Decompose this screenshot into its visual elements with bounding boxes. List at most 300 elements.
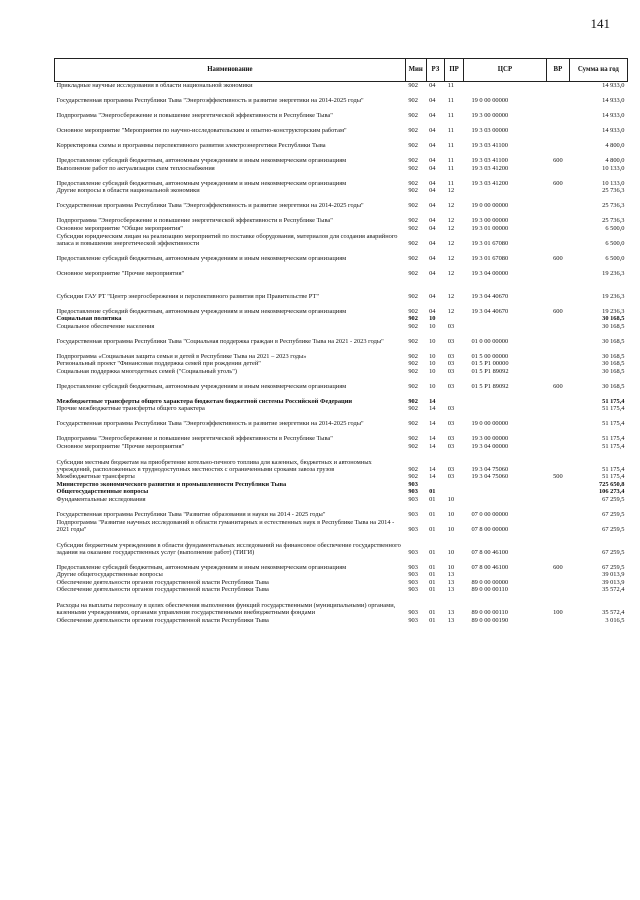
row-rz: 04 xyxy=(429,157,436,165)
row-name: Предоставление субсидий бюджетным, автономным учреждениям и иным некоммерческим организациям xyxy=(56,382,347,390)
row-vr: 100 xyxy=(553,609,563,617)
row-min: 902 xyxy=(408,367,418,375)
row-vr xyxy=(546,82,569,90)
row-min: 903 xyxy=(408,586,418,594)
row-min: 903 xyxy=(408,571,418,579)
row-pr: 03 xyxy=(447,360,455,368)
row-min: 902 xyxy=(408,164,418,172)
table-row xyxy=(55,375,628,390)
row-min: 902 xyxy=(408,337,418,345)
table-row xyxy=(55,571,628,579)
table-row xyxy=(55,473,628,481)
row-rz: 10 xyxy=(429,367,436,375)
row-rz: 04 xyxy=(429,187,436,195)
row-pr: 11 xyxy=(447,179,454,187)
row-vr xyxy=(546,428,569,443)
table-row xyxy=(55,443,628,451)
row-sum: 67 259,5 xyxy=(602,548,625,556)
row-rz: 01 xyxy=(429,586,436,594)
row-vr xyxy=(546,617,569,625)
row-csr: 89 0 00 00110 xyxy=(471,586,508,594)
row-pr: 03 xyxy=(447,382,455,390)
row-csr: 07 0 00 00000 xyxy=(471,510,509,518)
row-min: 902 xyxy=(408,224,418,232)
row-name: Предоставление субсидий бюджетным, автономным учреждениям и иным некоммерческим организациям xyxy=(56,307,347,315)
row-sum: 51 175,4 xyxy=(602,420,625,428)
row-pr: 13 xyxy=(447,578,455,586)
row-min: 903 xyxy=(408,525,418,533)
row-pr: 13 xyxy=(447,609,455,617)
row-sum: 4 800,0 xyxy=(605,142,625,150)
row-name: Подпрограмма "Энергосбережение и повышение энергетической эффективности в Республике Тыва" xyxy=(56,217,333,225)
table-row xyxy=(55,617,628,625)
row-csr xyxy=(463,315,546,323)
row-rz: 14 xyxy=(429,465,436,473)
row-pr: 10 xyxy=(447,495,455,503)
row-name: Фундаментальные исследования xyxy=(56,495,146,503)
row-name: Подпрограмма "Энергосбережение и повышение энергетической эффективности в Республике Тыва" xyxy=(56,112,333,120)
table-header-row xyxy=(55,59,628,82)
row-rz: 10 xyxy=(429,322,436,330)
row-vr xyxy=(546,165,569,173)
row-rz: 01 xyxy=(429,510,436,518)
row-name: Государственная программа Республики Тыва "Энергоэффективность и развитие энергетики на 2014-2025 годы" xyxy=(56,97,364,105)
table-row xyxy=(55,262,628,277)
row-vr xyxy=(546,225,569,233)
row-min: 903 xyxy=(408,510,418,518)
row-min: 902 xyxy=(408,473,418,481)
row-sum: 51 175,4 xyxy=(602,465,625,473)
row-name: Предоставление субсидий бюджетным, автономным учреждениям и иным некоммерческим организациям xyxy=(56,254,347,262)
row-rz: 04 xyxy=(429,292,436,300)
row-pr: 12 xyxy=(447,217,455,225)
row-vr xyxy=(546,450,569,473)
row-rz: 01 xyxy=(429,578,436,586)
row-name: Основное мероприятие "Прочие мероприятия" xyxy=(56,269,185,277)
row-min: 902 xyxy=(408,202,418,210)
row-csr: 19 3 00 00000 xyxy=(471,217,509,225)
row-name: Предоставление субсидий бюджетным, автономным учреждениям и иным некоммерческим организациям xyxy=(56,157,347,165)
table-row xyxy=(55,90,628,105)
row-sum: 19 236,3 xyxy=(602,307,625,315)
row-name: Социальное обеспечение населения xyxy=(56,322,155,330)
table-row xyxy=(55,518,628,533)
row-vr xyxy=(546,210,569,225)
row-vr xyxy=(546,496,569,504)
row-min: 903 xyxy=(408,578,418,586)
row-rz: 04 xyxy=(429,97,436,105)
row-csr: 01 5 P1 00000 xyxy=(471,360,509,368)
row-sum: 30 168,5 xyxy=(602,360,625,368)
row-csr: 19 3 04 00000 xyxy=(471,442,509,450)
row-vr xyxy=(546,443,569,451)
table-row xyxy=(55,277,628,300)
row-pr: 12 xyxy=(447,224,455,232)
row-name: Другие вопросы в области национальной экономики xyxy=(56,187,200,195)
row-rz: 04 xyxy=(429,179,436,187)
row-pr xyxy=(445,488,464,496)
row-vr xyxy=(546,586,569,594)
row-sum: 30 168,5 xyxy=(602,337,625,345)
row-pr: 11 xyxy=(447,97,454,105)
table-row xyxy=(55,172,628,187)
table-row xyxy=(55,428,628,443)
table-row xyxy=(55,594,628,617)
row-vr xyxy=(546,481,569,489)
table-row xyxy=(55,330,628,345)
row-name: Предоставление субсидий бюджетным, автономным учреждениям и иным некоммерческим организациям xyxy=(56,179,347,187)
page-number: 141 xyxy=(590,16,610,31)
row-vr xyxy=(546,345,569,360)
row-vr xyxy=(546,135,569,150)
row-csr xyxy=(463,323,546,331)
row-name: Подпрограмма «Социальная защита семьи и детей в Республике Тыва на 2021 – 2023 годы» xyxy=(56,352,307,360)
row-rz: 14 xyxy=(429,405,436,413)
row-pr: 03 xyxy=(447,473,455,481)
row-pr: 03 xyxy=(447,322,455,330)
row-sum: 30 168,5 xyxy=(602,352,625,360)
row-vr xyxy=(546,413,569,428)
row-pr: 12 xyxy=(447,307,455,315)
row-rz: 01 xyxy=(429,571,436,579)
row-rz: 14 xyxy=(429,420,436,428)
row-name: Государственная программа Республики Тыва "Энергоэффективность и развитие энергетики на 2014-2025 годы" xyxy=(56,420,364,428)
row-sum: 67 259,5 xyxy=(602,495,625,503)
row-min: 902 xyxy=(408,254,418,262)
row-pr: 11 xyxy=(447,127,454,135)
row-min: 903 xyxy=(408,495,418,503)
row-name: Основное мероприятие "Прочие мероприятия" xyxy=(56,442,185,450)
row-name: Государственная программа Республики Тыва "Развитие образования и науки на 2014 - 2025 годы" xyxy=(56,510,326,518)
row-vr xyxy=(546,368,569,376)
row-pr: 12 xyxy=(447,187,455,195)
row-csr: 01 5 P1 89092 xyxy=(471,367,509,375)
row-csr: 19 3 00 00000 xyxy=(471,435,509,443)
header-vr: ВР xyxy=(546,59,569,82)
row-csr: 19 3 03 41100 xyxy=(471,157,508,165)
row-min: 902 xyxy=(408,239,418,247)
row-min: 902 xyxy=(408,360,418,368)
row-sum: 4 800,0 xyxy=(605,157,625,165)
row-csr: 19 3 04 40670 xyxy=(471,307,509,315)
row-sum: 51 175,4 xyxy=(602,442,625,450)
row-csr: 01 0 00 00000 xyxy=(471,337,509,345)
row-rz: 10 xyxy=(429,337,436,345)
row-rz: 04 xyxy=(429,142,436,150)
row-vr xyxy=(546,390,569,405)
table-row xyxy=(55,315,628,323)
row-min: 903 xyxy=(408,616,418,624)
table-row xyxy=(55,579,628,587)
header-name: Наименование xyxy=(55,59,406,82)
row-csr: 89 0 00 00000 xyxy=(471,578,509,586)
row-rz: 10 xyxy=(429,382,436,390)
row-csr: 19 3 04 75060 xyxy=(471,465,509,473)
row-min: 902 xyxy=(408,352,418,360)
row-min: 902 xyxy=(408,397,418,405)
row-sum: 25 736,3 xyxy=(602,217,625,225)
row-csr: 19 0 00 00000 xyxy=(471,420,509,428)
row-name: Подпрограмма "Развитие научных исследований в области гуманитарных и естественных наук в Республике Тыва на 2014 - 2021 годы" xyxy=(56,518,395,533)
row-vr xyxy=(546,488,569,496)
row-name: Социальная поддержка многодетных семей ("Социальный уголь") xyxy=(56,367,237,375)
row-rz: 01 xyxy=(429,616,436,624)
row-sum: 51 175,4 xyxy=(602,435,625,443)
table-row xyxy=(55,195,628,210)
row-name: Корректировка схемы и программы перспективного развития электроэнергетики Республики Тыва xyxy=(56,142,326,150)
row-name: Основное мероприятие "Мероприятия по научно-исследовательским и опытно-конструкторским работам" xyxy=(56,127,347,135)
row-rz: 01 xyxy=(429,563,436,571)
row-min: 903 xyxy=(408,563,418,571)
row-csr xyxy=(463,187,546,195)
table-row xyxy=(55,413,628,428)
row-name: Выполнение работ по актуализации схем теплоснабжения xyxy=(56,164,215,172)
row-csr: 19 3 04 00000 xyxy=(471,269,509,277)
row-sum: 67 259,5 xyxy=(602,525,625,533)
row-sum: 6 500,0 xyxy=(605,254,625,262)
row-vr xyxy=(546,330,569,345)
table-row xyxy=(55,210,628,225)
row-sum: 10 133,0 xyxy=(602,164,625,172)
row-min: 902 xyxy=(408,217,418,225)
table-row xyxy=(55,481,628,489)
row-pr: 13 xyxy=(447,616,455,624)
row-csr: 19 3 03 41200 xyxy=(471,164,509,172)
budget-table xyxy=(54,58,628,624)
row-pr: 13 xyxy=(447,586,455,594)
row-name: Межбюджетные трансферты общего характера бюджетам бюджетной системы Российской Федерации xyxy=(56,397,353,405)
row-vr: 600 xyxy=(553,157,563,165)
row-csr: 19 3 04 75060 xyxy=(471,473,509,481)
row-sum: 3 016,5 xyxy=(605,616,625,624)
row-pr: 12 xyxy=(447,254,455,262)
row-name: Субсидии юридическим лицам на реализацию мероприятий по поставке оборудования, материалов для создания аварийного запаса и повышения энергетической эффективности xyxy=(56,232,398,247)
row-min: 902 xyxy=(408,442,418,450)
row-rz: 04 xyxy=(429,112,436,120)
row-csr xyxy=(463,390,546,405)
row-name: Социальная политика xyxy=(56,315,122,323)
row-pr: 10 xyxy=(447,525,455,533)
row-rz: 04 xyxy=(429,217,436,225)
row-rz: 14 xyxy=(429,473,436,481)
row-rz: 04 xyxy=(429,127,436,135)
row-csr: 19 0 00 00000 xyxy=(471,97,509,105)
row-vr: 600 xyxy=(553,254,563,262)
row-name: Субсидии бюджетным учреждениям в области фундаментальных исследований на финансовое обеспечение государственного задания на оказание государственных услуг (выполнение работ) (ТИГИ) xyxy=(56,541,401,556)
row-rz xyxy=(426,481,445,489)
table-row xyxy=(55,360,628,368)
row-min: 903 xyxy=(408,609,418,617)
row-sum: 6 500,0 xyxy=(605,224,625,232)
row-sum: 39 013,9 xyxy=(602,578,625,586)
row-min: 902 xyxy=(408,292,418,300)
table-row xyxy=(55,150,628,165)
row-name: Министерство экономического развития и промышленности Республики Тыва xyxy=(56,480,287,488)
row-rz: 01 xyxy=(429,548,436,556)
row-pr: 12 xyxy=(447,239,455,247)
row-csr: 19 3 00 00000 xyxy=(471,112,509,120)
row-csr: 19 3 03 41100 xyxy=(471,142,508,150)
row-vr xyxy=(546,262,569,277)
row-csr: 19 3 01 67080 xyxy=(471,254,509,262)
row-csr: 07 8 00 46100 xyxy=(471,563,509,571)
row-pr xyxy=(445,481,464,489)
row-pr: 13 xyxy=(447,571,455,579)
row-csr: 19 3 01 00000 xyxy=(471,224,509,232)
row-rz: 04 xyxy=(429,254,436,262)
row-sum: 14 933,0 xyxy=(602,82,625,90)
table-row xyxy=(55,503,628,518)
row-vr xyxy=(546,277,569,300)
row-min: 902 xyxy=(408,435,418,443)
row-name: Государственная программа Республики Тыва "Энергоэффективность и развитие энергетики на 2014-2025 годы" xyxy=(56,202,364,210)
row-sum: 10 133,0 xyxy=(602,179,625,187)
row-name: Подпрограмма "Энергосбережение и повышение энергетической эффективности в Республике Тыва" xyxy=(56,435,333,443)
row-csr: 19 0 00 00000 xyxy=(471,202,509,210)
row-pr: 12 xyxy=(447,202,455,210)
row-sum: 51 175,4 xyxy=(602,397,625,405)
table-row xyxy=(55,323,628,331)
row-pr: 10 xyxy=(447,563,455,571)
row-pr: 10 xyxy=(447,510,455,518)
table-row xyxy=(55,135,628,150)
row-rz: 04 xyxy=(429,224,436,232)
row-name: Предоставление субсидий бюджетным, автономным учреждениям и иным некоммерческим организациям xyxy=(56,563,347,571)
table-row xyxy=(55,225,628,233)
table-row xyxy=(55,345,628,360)
row-name: Прочие межбюджетные трансферты общего характера xyxy=(56,405,205,413)
table-row xyxy=(55,390,628,405)
row-sum: 35 572,4 xyxy=(602,609,625,617)
row-name: Другие общегосударственные вопросы xyxy=(56,571,163,579)
table-row xyxy=(55,586,628,594)
row-sum: 30 168,5 xyxy=(602,315,625,323)
row-pr: 03 xyxy=(447,337,455,345)
row-vr xyxy=(546,405,569,413)
row-pr: 11 xyxy=(447,164,454,172)
row-csr: 07 8 00 46100 xyxy=(471,548,509,556)
row-name: Региональный проект "Финансовая поддержка семей при рождении детей" xyxy=(56,360,261,368)
row-csr: 01 5 P1 89092 xyxy=(471,382,509,390)
row-sum: 30 168,5 xyxy=(602,322,625,330)
row-csr xyxy=(463,82,546,90)
row-rz: 04 xyxy=(429,164,436,172)
row-rz: 01 xyxy=(429,609,436,617)
row-pr: 03 xyxy=(447,352,455,360)
row-min: 902 xyxy=(408,142,418,150)
row-name: Прикладные научные исследования в области национальной экономики xyxy=(56,82,253,90)
table-row xyxy=(55,405,628,413)
row-sum: 25 736,3 xyxy=(602,187,625,195)
row-name: Общегосударственные вопросы xyxy=(56,488,149,496)
row-name: Межбюджетные трансферты xyxy=(56,473,135,481)
row-min: 902 xyxy=(408,187,418,195)
row-name: Государственная программа Республики Тыва "Социальная поддержка граждан в Республике Тыва на 2021 - 2023 годы" xyxy=(56,337,384,345)
table-row xyxy=(55,496,628,504)
row-pr: 03 xyxy=(447,465,455,473)
row-vr xyxy=(546,323,569,331)
row-min: 902 xyxy=(408,269,418,277)
row-pr: 11 xyxy=(447,112,454,120)
row-pr: 11 xyxy=(447,157,454,165)
row-vr: 600 xyxy=(553,179,563,187)
row-sum: 14 933,0 xyxy=(602,112,625,120)
row-pr xyxy=(445,315,464,323)
row-sum: 39 013,9 xyxy=(602,571,625,579)
row-rz: 14 xyxy=(429,397,436,405)
row-min: 902 xyxy=(408,127,418,135)
row-sum: 51 175,4 xyxy=(602,473,625,481)
row-min: 903 xyxy=(408,488,418,496)
row-vr xyxy=(546,360,569,368)
row-csr xyxy=(463,571,546,579)
row-sum: 14 933,0 xyxy=(602,97,625,105)
row-name: Субсидии местным бюджетам на приобретение котельно-печного топлива для казенных, бюджетных и автономных учреждений, расположенных в труднодоступных местностях с ограниченными сроками завоза грузов xyxy=(56,458,372,473)
row-name: Основное мероприятие "Общие мероприятия" xyxy=(56,224,183,232)
table-row xyxy=(55,120,628,135)
table-row xyxy=(55,488,628,496)
row-rz: 04 xyxy=(429,82,436,90)
row-sum: 14 933,0 xyxy=(602,127,625,135)
table-row xyxy=(55,187,628,195)
row-pr: 11 xyxy=(447,142,454,150)
row-vr xyxy=(546,579,569,587)
row-vr xyxy=(546,120,569,135)
row-sum: 35 572,4 xyxy=(602,586,625,594)
row-sum: 6 500,0 xyxy=(605,239,625,247)
row-rz: 10 xyxy=(429,360,436,368)
row-pr: 10 xyxy=(447,548,455,556)
row-name: Обеспечение деятельности органов государственной власти Республики Тыва xyxy=(56,616,269,624)
row-pr: 12 xyxy=(447,269,455,277)
row-name: Расходы на выплаты персоналу в целях обеспечения выполнения функций государственными (муниципальными) органами, казенными учреждениями, органами управления государственными внебюджетными фондами xyxy=(56,602,396,617)
row-csr xyxy=(463,496,546,504)
row-sum: 106 273,4 xyxy=(598,488,625,496)
row-sum: 725 650,8 xyxy=(598,480,625,488)
row-csr: 01 5 00 00000 xyxy=(471,352,509,360)
row-min: 902 xyxy=(408,405,418,413)
row-csr: 19 3 03 41200 xyxy=(471,179,509,187)
row-vr: 500 xyxy=(553,473,563,481)
header-min: Мин xyxy=(405,59,426,82)
row-min: 902 xyxy=(408,157,418,165)
table-body xyxy=(55,82,628,625)
row-csr: 19 3 03 00000 xyxy=(471,127,509,135)
row-pr: 12 xyxy=(447,292,455,300)
row-rz: 14 xyxy=(429,435,436,443)
row-csr: 89 0 00 00190 xyxy=(471,616,509,624)
header-csr: ЦСР xyxy=(463,59,546,82)
table-row xyxy=(55,105,628,120)
row-csr: 89 0 00 00110 xyxy=(471,609,508,617)
row-sum: 19 236,3 xyxy=(602,292,625,300)
row-vr xyxy=(546,518,569,533)
row-min: 902 xyxy=(408,465,418,473)
row-vr xyxy=(546,90,569,105)
table-row xyxy=(55,368,628,376)
row-name: Обеспечение деятельности органов государственной власти Республики Тыва xyxy=(56,578,269,586)
row-sum: 19 236,3 xyxy=(602,269,625,277)
row-min: 902 xyxy=(408,382,418,390)
row-vr xyxy=(546,571,569,579)
row-rz: 10 xyxy=(429,352,436,360)
row-csr: 19 3 04 40670 xyxy=(471,292,509,300)
row-rz: 10 xyxy=(429,315,436,323)
row-rz: 01 xyxy=(429,488,436,496)
row-vr: 600 xyxy=(553,382,563,390)
table-row xyxy=(55,300,628,315)
row-csr: 19 3 01 67080 xyxy=(471,239,509,247)
